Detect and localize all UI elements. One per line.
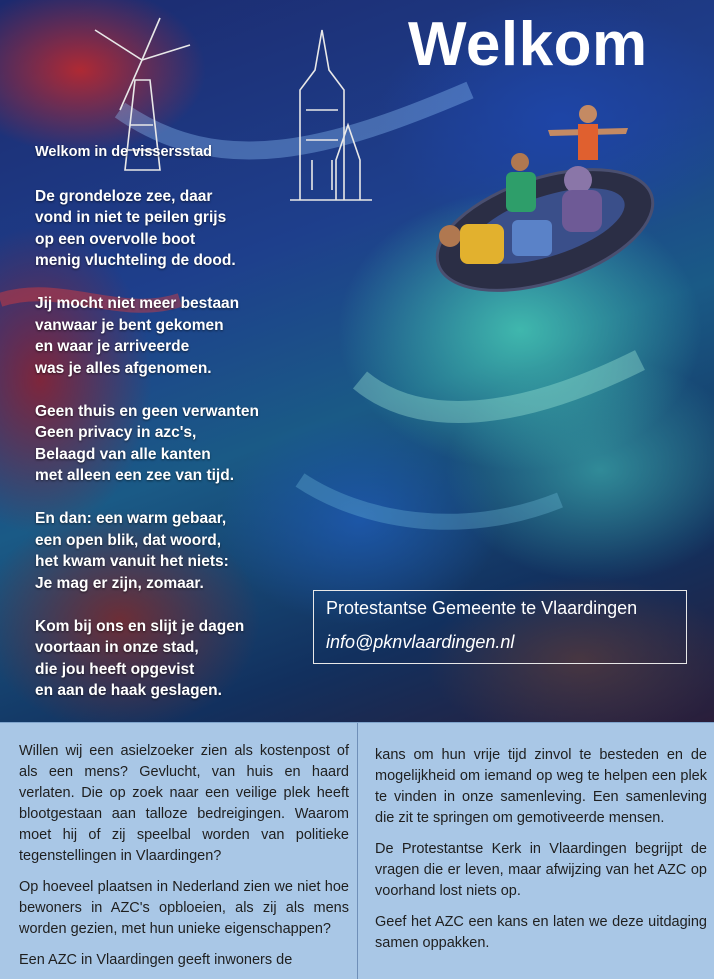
poem-stanza [35, 293, 335, 379]
poem-line: Kom bij ons en slijt je dagen [35, 617, 245, 635]
poem-stanza [35, 401, 335, 487]
raft-illustration [422, 105, 667, 314]
welcome-title: Welkom [408, 10, 648, 79]
article-paragraph: Op hoeveel plaatsen in Nederland zien we niet hoe bewoners in AZC's opbloeien, als zij als mens worden gezien, met hun unieke eigenschappen? [19, 879, 349, 937]
poem-stanza [35, 186, 335, 272]
article-paragraph: Willen wij een asielzoeker zien als kostenpost of als een mens? Gevlucht, van huis en haard verlaten. Die op zoek naar een veilige plek heeft blootgestaan aan talloze bedreigingen. Waarom moet hij of zij speelbal worden van politieke tegenstellingen in Vlaardingen? [19, 743, 349, 864]
article-paragraph: kans om hun vrije tijd zinvol te besteden en de mogelijkheid om iemand op weg te helpen een plek te vinden in onze samenleving. Een samenleving die zit te springen om gemotiveerde mensen. [375, 747, 707, 826]
poem-line: vond in niet te peilen grijs [35, 209, 227, 226]
poem [35, 142, 335, 702]
poem-line: vanwaar je bent gekomen [35, 316, 224, 334]
poem-line: op een overvolle boot [35, 230, 196, 248]
poem-line: Belaagd van alle kanten [35, 445, 211, 463]
poem-line: Jij mocht niet meer bestaan [35, 295, 240, 312]
poem-stanza [35, 616, 335, 702]
poem-line: Geen privacy in azc's, [35, 424, 197, 441]
poem-line: was je alles afgenomen. [35, 359, 212, 377]
poem-title: Welkom in de vissersstad [35, 144, 213, 160]
poem-stanza [35, 508, 335, 594]
poem-line: menig vluchteling de dood. [35, 252, 236, 269]
article-section [0, 722, 714, 979]
article-column-left [19, 741, 349, 979]
article-paragraph: Een AZC in Vlaardingen geeft inwoners de [19, 952, 293, 968]
poem-line: De grondeloze zee, daar [35, 187, 213, 205]
poem-line: voortaan in onze stad, [35, 639, 199, 656]
organization-name: Protestantse Gemeente te Vlaardingen [326, 598, 638, 618]
poem-line: en aan de haak geslagen. [35, 682, 222, 699]
contact-email[interactable]: info@pknvlaardingen.nl [326, 632, 515, 652]
column-divider [357, 723, 358, 979]
poem-line: met alleen een zee van tijd. [35, 467, 234, 484]
poem-line: Je mag er zijn, zomaar. [35, 574, 204, 592]
article-paragraph: Geef het AZC een kans en laten we deze uitdaging samen oppakken. [375, 914, 707, 951]
poem-line: een open blik, dat woord, [35, 531, 222, 549]
poem-line: die jou heeft opgevist [35, 660, 195, 678]
contact-box [313, 590, 687, 664]
poem-line: en waar je arriveerde [35, 338, 190, 355]
poem-line: En dan: een warm gebaar, [35, 510, 227, 527]
article-paragraph: De Protestantse Kerk in Vlaardingen begrijpt de vragen die er leven, maar afwijzing van het AZC op voorhand lost niets op. [375, 841, 707, 899]
poem-line: het kwam vanuit het niets: [35, 553, 229, 570]
article-column-right [375, 745, 707, 964]
poem-line: Geen thuis en geen verwanten [35, 402, 259, 420]
